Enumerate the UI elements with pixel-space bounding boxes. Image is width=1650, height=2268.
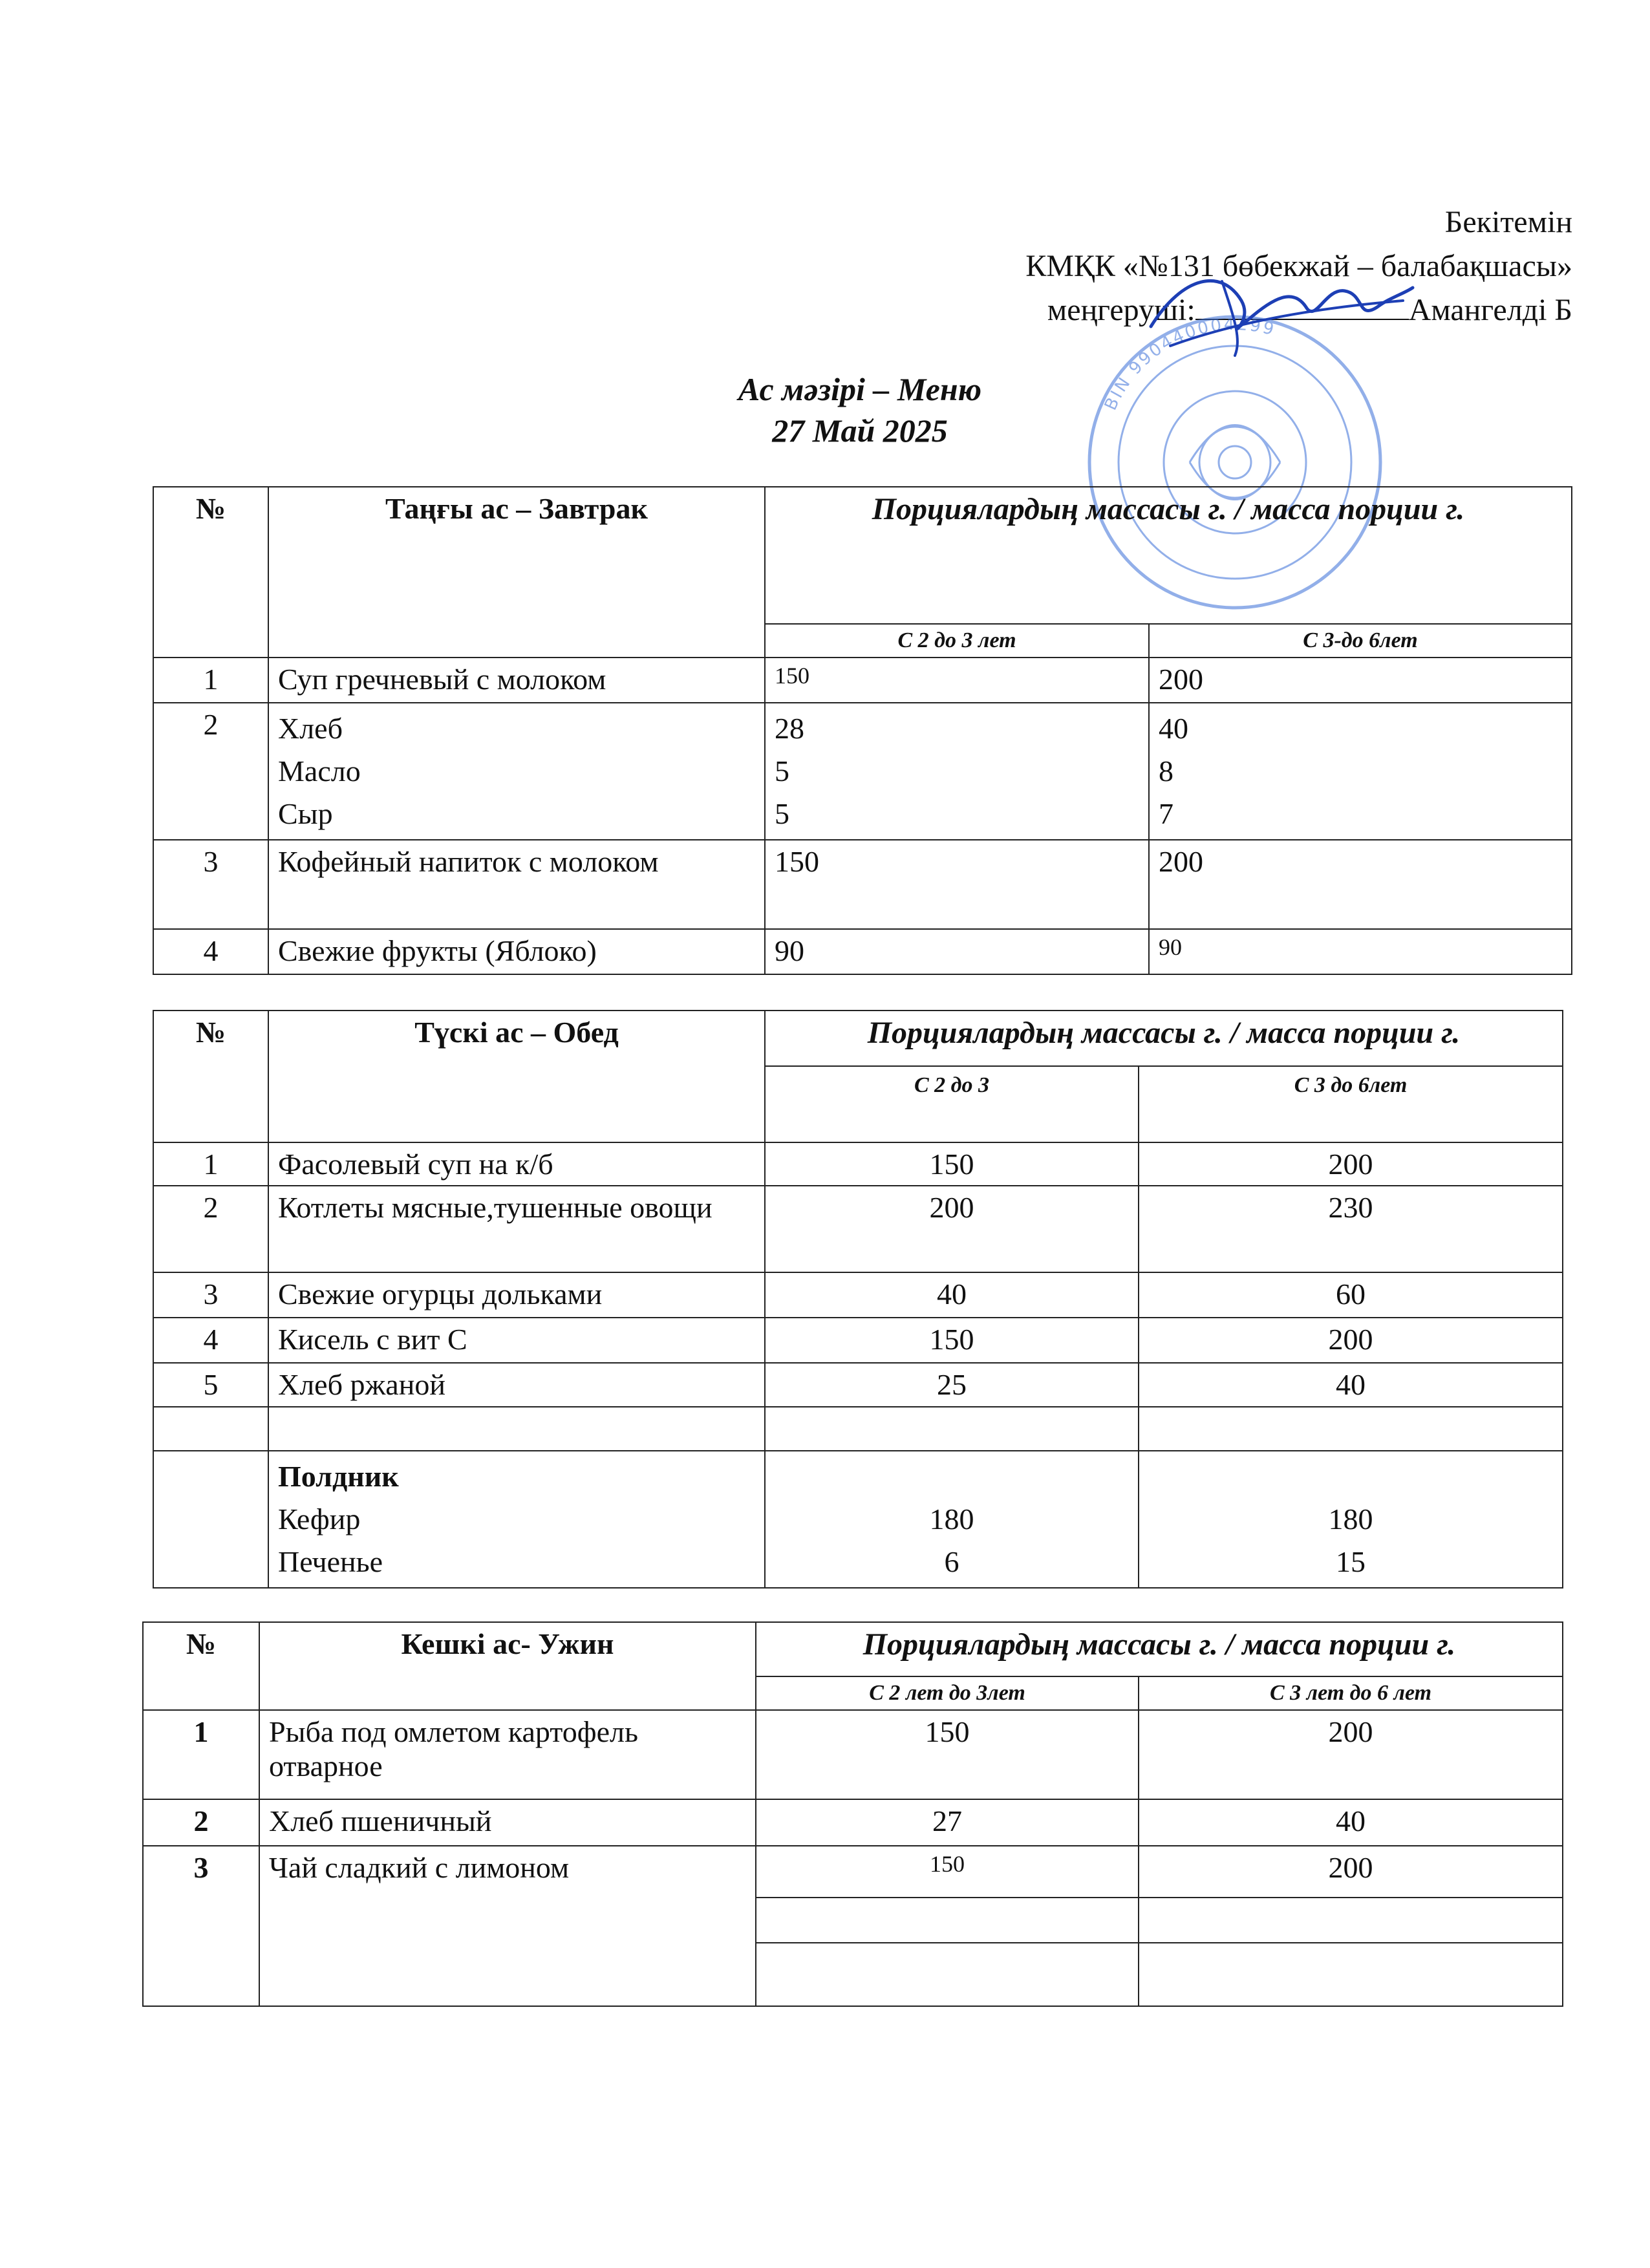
dinner-table — [142, 1621, 1563, 2007]
portion-header: Порциялардың массасы г. / масса порции г. — [765, 1011, 1563, 1066]
table-row-empty — [153, 1407, 1563, 1451]
portion-age-2: 60 — [1139, 1272, 1563, 1318]
portion-value: 180 — [1328, 1503, 1373, 1535]
empty-cell — [756, 1943, 1139, 2006]
director-name: Амангелді Б — [1408, 293, 1572, 327]
portion-age-2: 200 — [1139, 1318, 1563, 1363]
row-number: 2 — [153, 1186, 268, 1272]
row-number: 4 — [153, 929, 268, 974]
table-row — [143, 1799, 1563, 1846]
portion-header: Порциялардың массасы г. / масса порции г. — [756, 1622, 1563, 1676]
portion-value: 8 — [1159, 754, 1173, 787]
empty-cell — [756, 1898, 1139, 1943]
table-row — [153, 1272, 1563, 1318]
row-number: 3 — [143, 1846, 259, 2006]
row-number: 5 — [153, 1363, 268, 1407]
dish-name: Суп гречневый с молоком — [268, 658, 765, 703]
meal-title: Түскі ас – Обед — [268, 1011, 765, 1142]
age-column-2: С 3 до 6лет — [1139, 1066, 1563, 1142]
director-label: меңгеруші: — [1047, 293, 1195, 327]
age-column-1: С 2 до 3 лет — [765, 624, 1149, 658]
table-row — [153, 703, 1572, 840]
column-number-header: № — [153, 1011, 268, 1142]
portion-age-2: 200 — [1149, 840, 1572, 929]
empty-cell — [1139, 1943, 1563, 2006]
table-row — [153, 1142, 1563, 1186]
dish-name — [268, 703, 765, 840]
empty-cell — [1139, 1898, 1563, 1943]
snack-item: Кефир — [278, 1503, 361, 1535]
table-row — [153, 658, 1572, 703]
dish-name: Котлеты мясные,тушенные овощи — [268, 1186, 765, 1272]
portion-age-1: 150 — [765, 658, 1149, 703]
empty-cell — [268, 1407, 765, 1451]
portion-age-1: 150 — [765, 1142, 1139, 1186]
table-row — [153, 840, 1572, 929]
row-number: 2 — [153, 703, 268, 840]
dish-name: Кисель с вит С — [268, 1318, 765, 1363]
row-number: 1 — [153, 658, 268, 703]
meal-title: Таңғы ас – Завтрак — [268, 487, 765, 658]
age-column-1: С 2 лет до 3лет — [756, 1676, 1139, 1710]
portion-age-2: 90 — [1149, 929, 1572, 974]
dish-name: Хлеб ржаной — [268, 1363, 765, 1407]
column-number-header: № — [153, 487, 268, 658]
row-number: 1 — [143, 1710, 259, 1799]
portion-age-1 — [765, 703, 1149, 840]
portion-value: 15 — [1336, 1545, 1366, 1578]
portion-header: Порциялардың массасы г. / масса порции г. — [765, 487, 1572, 624]
snack-row — [153, 1451, 1563, 1588]
dish-name: Кофейный напиток с молоком — [268, 840, 765, 929]
portion-age-1: 200 — [765, 1186, 1139, 1272]
portion-value: 5 — [775, 797, 789, 830]
dish-name: Фасолевый суп на к/б — [268, 1142, 765, 1186]
menu-title: Ас мәзірі – Меню — [738, 371, 982, 407]
portion-age-2: 200 — [1139, 1142, 1563, 1186]
table-row — [143, 1846, 1563, 1898]
dish-item: Масло — [278, 754, 361, 787]
portion-age-2 — [1149, 703, 1572, 840]
menu-date: 27 Май 2025 — [772, 412, 948, 449]
portion-age-1: 150 — [765, 1318, 1139, 1363]
portion-value: 40 — [1159, 712, 1188, 745]
portion-age-1: 90 — [765, 929, 1149, 974]
empty-cell — [153, 1451, 268, 1588]
dish-name: Свежие фрукты (Яблоко) — [268, 929, 765, 974]
row-number: 3 — [153, 1272, 268, 1318]
portion-age-1 — [765, 1451, 1139, 1588]
portion-age-2 — [1139, 1451, 1563, 1588]
table-row — [153, 1318, 1563, 1363]
table-row — [143, 1710, 1563, 1799]
dish-name: Чай сладкий с лимоном — [259, 1846, 756, 2006]
column-number-header: № — [143, 1622, 259, 1710]
portion-age-1: 25 — [765, 1363, 1139, 1407]
seal-text: BIN 990440004299 — [1100, 314, 1278, 414]
row-number: 1 — [153, 1142, 268, 1186]
table-row — [153, 929, 1572, 974]
portion-age-2: 40 — [1139, 1799, 1563, 1846]
organization-name: КМҚК «№131 бөбекжай – балабақшасы» — [1025, 249, 1572, 283]
age-column-1: С 2 до 3 — [765, 1066, 1139, 1142]
dish-name: Свежие огурцы дольками — [268, 1272, 765, 1318]
signature-icon — [1144, 262, 1416, 359]
portion-age-1: 150 — [765, 840, 1149, 929]
portion-value: 28 — [775, 712, 804, 745]
portion-value: 180 — [929, 1503, 974, 1535]
portion-value: 6 — [944, 1545, 959, 1578]
meal-title: Кешкі ас- Ужин — [259, 1622, 756, 1710]
empty-cell — [153, 1407, 268, 1451]
snack-items — [268, 1451, 765, 1588]
dish-item: Сыр — [278, 797, 333, 830]
portion-value: 5 — [775, 754, 789, 787]
portion-age-2: 230 — [1139, 1186, 1563, 1272]
approval-label: Бекітемін — [1444, 205, 1572, 239]
portion-age-2: 40 — [1139, 1363, 1563, 1407]
portion-value: 7 — [1159, 797, 1173, 830]
portion-age-1: 150 — [756, 1846, 1139, 1898]
empty-cell — [1139, 1407, 1563, 1451]
lunch-table — [153, 1010, 1563, 1589]
row-number: 4 — [153, 1318, 268, 1363]
portion-age-2: 200 — [1139, 1710, 1563, 1799]
row-number: 2 — [143, 1799, 259, 1846]
age-column-2: С 3 лет до 6 лет — [1139, 1676, 1563, 1710]
dish-name: Рыба под омлетом картофель отварное — [259, 1710, 756, 1799]
breakfast-table — [153, 486, 1572, 975]
portion-age-1: 40 — [765, 1272, 1139, 1318]
snack-title: Полдник — [278, 1460, 399, 1493]
row-number: 3 — [153, 840, 268, 929]
portion-age-2: 200 — [1139, 1846, 1563, 1898]
empty-cell — [765, 1407, 1139, 1451]
table-row — [153, 1363, 1563, 1407]
dish-item: Хлеб — [278, 712, 343, 745]
portion-age-2: 200 — [1149, 658, 1572, 703]
table-row — [153, 1186, 1563, 1272]
portion-age-1: 150 — [756, 1710, 1139, 1799]
dish-name: Хлеб пшеничный — [259, 1799, 756, 1846]
portion-age-1: 27 — [756, 1799, 1139, 1846]
age-column-2: С 3-до 6лет — [1149, 624, 1572, 658]
snack-item: Печенье — [278, 1545, 383, 1578]
